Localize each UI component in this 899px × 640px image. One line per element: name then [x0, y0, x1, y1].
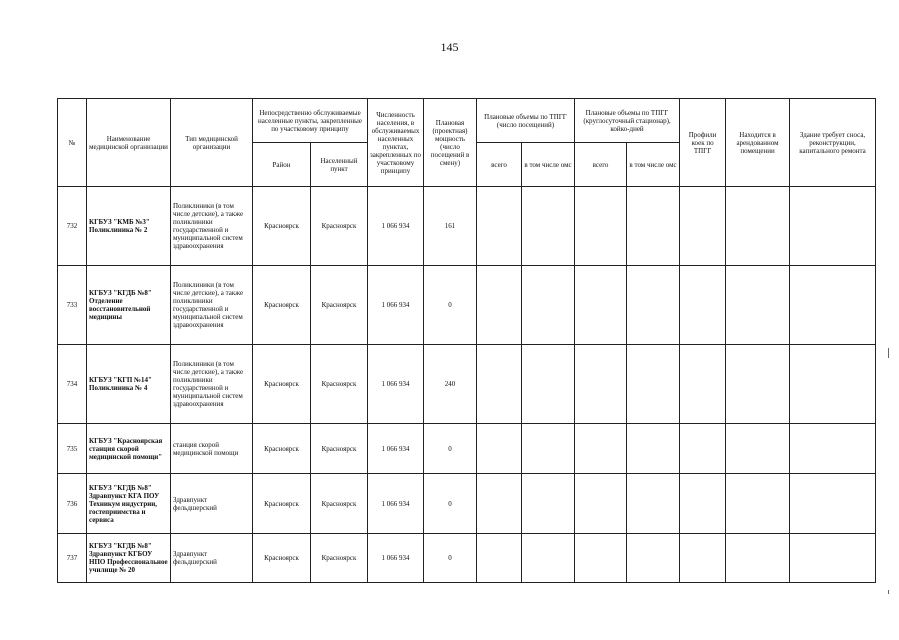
table-row — [58, 345, 876, 424]
row-org-type: Поликлиники (в том числе детские), а также поликлиники государственной и муниципальной систем здравоохранения — [171, 187, 253, 266]
row-org-type: Здравпункт фельдшерский — [171, 474, 253, 534]
row-district: Красноярск — [253, 266, 311, 345]
header-beds-oms: в том числе омс — [627, 143, 680, 187]
row-capacity: 0 — [424, 424, 477, 474]
table-row — [58, 424, 876, 474]
scan-mark — [888, 348, 889, 358]
header-building-state: Здание требует сноса, реконструкции, капитального ремонта — [790, 99, 876, 187]
row-district: Красноярск — [253, 345, 311, 424]
row-capacity: 161 — [424, 187, 477, 266]
row-num: 732 — [58, 187, 87, 266]
row-settlement: Красноярск — [311, 474, 368, 534]
row-district: Красноярск — [253, 187, 311, 266]
row-num: 734 — [58, 345, 87, 424]
row-settlement: Красноярск — [311, 534, 368, 583]
row-org-name: КГБУЗ "КГДБ №8" Здравпункт КГА ПОУ Техникум индустрии, гостеприимства и сервиса — [87, 474, 171, 534]
row-capacity: 0 — [424, 474, 477, 534]
scan-mark — [888, 590, 889, 594]
row-org-name: КГБУЗ "КМБ №3" Поликлиника № 2 — [87, 187, 171, 266]
header-served-settlements: Непосредственно обслуживаемые населенные пункты, закрепленные по участковому принципу — [253, 99, 368, 143]
row-population: 1 066 934 — [368, 474, 424, 534]
header-planned-tpgg-24h: Плановые объемы по ТПГГ (круглосуточный стационар), койко-дней — [575, 99, 680, 143]
row-district: Красноярск — [253, 534, 311, 583]
row-population: 1 066 934 — [368, 534, 424, 583]
row-org-name: КГБУЗ "Красноярская станция скорой медицинской помощи" — [87, 424, 171, 474]
row-org-name: КГБУЗ "КГП №14" Поликлиника № 4 — [87, 345, 171, 424]
row-num: 735 — [58, 424, 87, 474]
header-bed-profile: Профили коек по ТПГГ — [680, 99, 726, 187]
row-num: 733 — [58, 266, 87, 345]
row-org-name: КГБУЗ "КГДБ №8" Отделение восстановительной медицины — [87, 266, 171, 345]
row-capacity: 0 — [424, 534, 477, 583]
row-org-type: станция скорой медицинской помощи — [171, 424, 253, 474]
header-visits-oms: в том числе омс — [522, 143, 575, 187]
row-org-type: Поликлиники (в том числе детские), а также поликлиники государственной и муниципальной систем здравоохранения — [171, 345, 253, 424]
row-population: 1 066 934 — [368, 187, 424, 266]
header-beds-total: всего — [575, 143, 627, 187]
row-capacity: 0 — [424, 266, 477, 345]
row-settlement: Красноярск — [311, 266, 368, 345]
header-org-name: Наименование медицинской организации — [87, 99, 171, 187]
header-planned-tpgg: Плановые объемы по ТПГГ (число посещений) — [477, 99, 575, 143]
header-district: Район — [253, 143, 311, 187]
header-visits-total: всего — [477, 143, 522, 187]
row-org-name: КГБУЗ "КГДБ №8" Здравпункт КГБОУ НПО Профессиональное училище № 20 — [87, 534, 171, 583]
row-num: 737 — [58, 534, 87, 583]
row-district: Красноярск — [253, 474, 311, 534]
table-row — [58, 187, 876, 266]
page-number: 145 — [440, 40, 459, 54]
table-row — [58, 474, 876, 534]
header-rented: Находится в арендованном помещении — [726, 99, 790, 187]
header-org-type: Тип медицинской организации — [171, 99, 253, 187]
row-num: 736 — [58, 474, 87, 534]
row-org-type: Здравпункт фельдшерский — [171, 534, 253, 583]
table-row — [58, 534, 876, 583]
row-population: 1 066 934 — [368, 424, 424, 474]
header-num: № — [58, 99, 87, 187]
row-district: Красноярск — [253, 424, 311, 474]
row-settlement: Красноярск — [311, 424, 368, 474]
row-population: 1 066 934 — [368, 266, 424, 345]
header-capacity: Плановая (проектная) мощность (число посещений в смену) — [424, 99, 477, 187]
row-settlement: Красноярск — [311, 187, 368, 266]
row-capacity: 240 — [424, 345, 477, 424]
row-population: 1 066 934 — [368, 345, 424, 424]
facilities-table — [57, 98, 876, 583]
header-population: Численность населения, в обслуживаемых населенных пунктах, закрепленных по участковому принципу — [368, 99, 424, 187]
row-org-type: Поликлиники (в том числе детские), а также поликлиники государственной и муниципальной систем здравоохранения — [171, 266, 253, 345]
header-settlement: Населенный пункт — [311, 143, 368, 187]
row-settlement: Красноярск — [311, 345, 368, 424]
table-row — [58, 266, 876, 345]
